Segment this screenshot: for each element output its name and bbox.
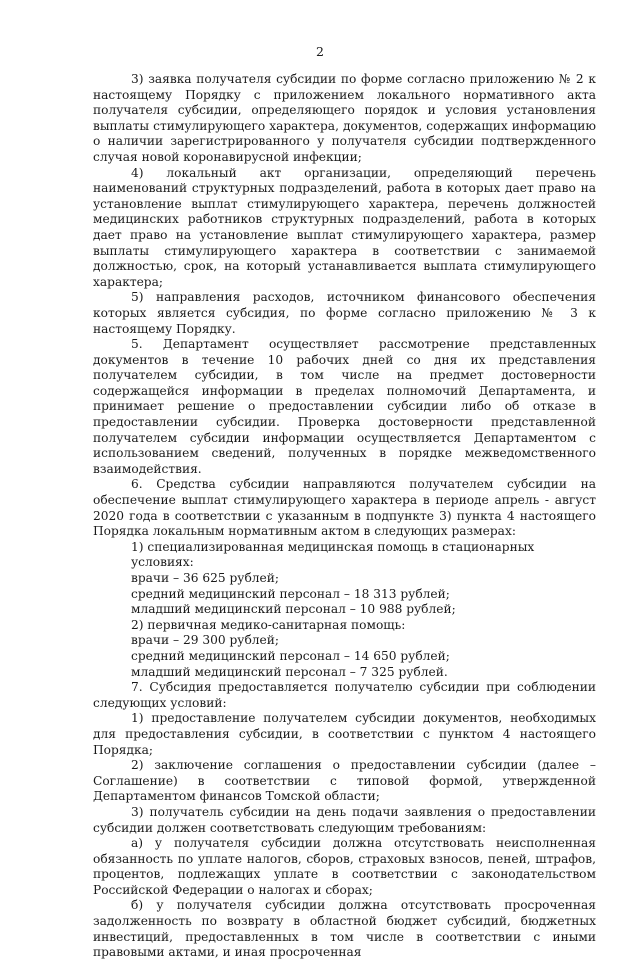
- amount-line: врачи – 36 625 рублей;: [131, 571, 279, 585]
- page-number: 2: [316, 44, 324, 59]
- paragraph-application-form: 3) заявка получателя субсидии по форме согласно приложению № 2 к настоящему Порядку с приложением локального нормативного акта получателя субсидии, определяющего порядок и условия установления выплаты стимулирующего характера, документов, содержащих информацию о наличии зарегистрированного у получателя субсидии подтвержденного случая новой коронавирусной инфекции;: [93, 72, 596, 164]
- document-body: [93, 72, 596, 961]
- paragraph-local-act: 4) локальный акт организации, определяющий перечень наименований структурных подразделений, работа в которых дает право на установление выплат стимулирующего характера, перечень должностей медицинских работников структурных подразделений, работа в которых дает право на установление выплат стимулирующего характера, размер выплаты стимулирующего характера в соответствии с занимаемой должностью, срок, на который устанавливается выплата стимулирующего характера;: [93, 165, 596, 289]
- amount-line: младший медицинский персонал – 10 988 рублей;: [131, 602, 456, 617]
- amount-line: младший медицинский персонал – 7 325 рублей.: [131, 664, 448, 679]
- paragraph-expense-directions: 5) направления расходов, источником финансового обеспечения которых является субсидия, по форме согласно приложению № 3 к настоящему Порядку.: [93, 290, 596, 336]
- amount-line: средний медицинский персонал – 18 313 рублей;: [131, 586, 450, 601]
- amount-line: средний медицинский персонал – 14 650 рублей;: [131, 648, 450, 663]
- amount-heading-primary: 2) первичная медико-санитарная помощь:: [131, 617, 406, 632]
- condition-subitem: а) у получателя субсидии должна отсутствовать неисполненная обязанность по уплате налогов, сборов, страховых взносов, пеней, штрафов, процентов, подлежащих уплате в соответствии с законодательством Российской Федерации о налогах и сборах;: [93, 836, 596, 897]
- amount-line: врачи – 29 300 рублей;: [131, 633, 279, 648]
- condition-item: 1) предоставление получателем субсидии документов, необходимых для предоставления субсидии, в соответствии с пунктом 4 настоящего Порядка;: [93, 711, 596, 757]
- paragraph-subsidy-funds: 6. Средства субсидии направляются получателем субсидии на обеспечение выплат стимулирующего характера в периоде апрель - август 2020 года в соответствии с указанным в подпункте 3) пункта 4 настоящего Порядка локальным нормативным актом в следующих размерах:: [93, 477, 596, 539]
- condition-subitem: б) у получателя субсидии должна отсутствовать просроченная задолженность по возврату в областной бюджет субсидий, бюджетных инвестиций, предоставленных в том числе в соответствии с иными правовыми актами, и иная просроченная: [93, 898, 596, 960]
- condition-item: 2) заключение соглашения о предоставлении субсидии (далее – Соглашение) в соответствии с типовой формой, утвержденной Департаментом финансов Томской области;: [93, 758, 596, 804]
- paragraph-review-by-department: 5. Департамент осуществляет рассмотрение представленных документов в течение 10 рабочих дней со дня их представления получателем субсидии, в том числе на предмет достоверности содержащейся информации в пределах полномочий Департамента, и принимает решение о предоставлении субсидии либо об отказе в предоставлении субсидии. Проверка достоверности представленной получателем субсидии информации осуществляется Департаментом с использованием сведений, полученных в порядке межведомственного взаимодействия.: [93, 337, 596, 476]
- condition-item: 3) получатель субсидии на день подачи заявления о предоставлении субсидии должен соответствовать следующим требованиям:: [93, 804, 596, 835]
- paragraph-conditions-intro: 7. Субсидия предоставляется получателю субсидии при соблюдении следующих условий:: [93, 680, 596, 710]
- amount-heading-specialized: 1) специализированная медицинская помощь в стационарных условиях:: [131, 539, 535, 570]
